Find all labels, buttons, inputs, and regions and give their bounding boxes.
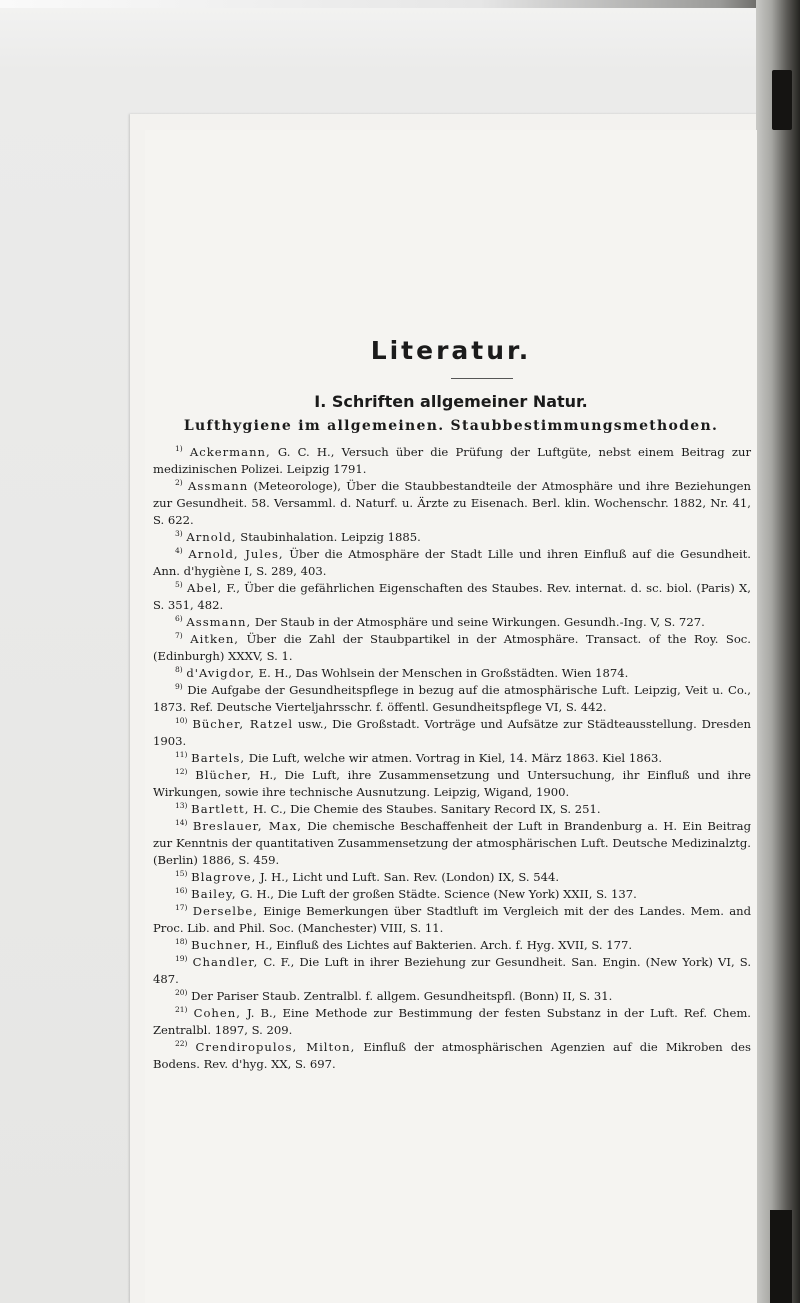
- entry-number: 1): [175, 444, 183, 453]
- page-title: Literatur.: [370, 336, 532, 365]
- entry-text: Über die Atmosphäre der Stadt Lille und ihren Einfluß auf die Gesundheit. Ann. d'hygiène I, S. 289, 403.: [153, 547, 751, 578]
- entry-number: 6): [175, 614, 183, 623]
- scan-top-edge: [0, 0, 800, 8]
- entry-text: C. F., Die Luft in ihrer Beziehung zur Gesundheit. San. Engin. (New York) VI, S. 487.: [153, 955, 752, 986]
- entry-author: Crendiropulos, Milton,: [195, 1040, 356, 1054]
- entry-author: Bücher, Ratzel: [192, 717, 294, 731]
- bibliography-entry: [153, 903, 751, 937]
- entry-text: Die Luft, welche wir atmen. Vortrag in Kiel, 14. März 1863. Kiel 1863.: [245, 751, 663, 765]
- document-page: [145, 130, 757, 1303]
- book-spine-edge: [756, 0, 800, 1303]
- entry-text: F., Über die gefährlichen Eigenschaften des Staubes. Rev. internat. d. sc. biol. (Paris) X, S. 351, 482.: [153, 581, 751, 612]
- bibliography-entry: [153, 614, 751, 631]
- entry-number: 11): [175, 750, 188, 759]
- entry-number: 20): [175, 988, 188, 997]
- entry-author: Derselbe,: [192, 904, 258, 918]
- entry-text: Einige Bemerkungen über Stadtluft im Vergleich mit der des Landes. Mem. and Proc. Lib. and Phil. Soc. (Manchester) VIII, S. 11.: [153, 904, 752, 935]
- entry-author: Assmann: [188, 479, 249, 493]
- entry-number: 15): [175, 869, 188, 878]
- subsection-heading: Lufthygiene im allgemeinen. Staubbestimmungsmethoden.: [183, 418, 719, 434]
- entry-author: Arnold,: [186, 530, 237, 544]
- bibliography-entry: [153, 631, 751, 665]
- spine-dark-notch: [772, 70, 792, 130]
- bibliography-entry: [153, 1039, 751, 1073]
- bibliography-entry: [153, 682, 751, 716]
- spine-dark-notch-bottom: [770, 1210, 792, 1303]
- bibliography-entry: [153, 869, 751, 886]
- entry-author: Bailey,: [191, 887, 237, 901]
- entry-text: E. H., Das Wohlsein der Menschen in Großstädten. Wien 1874.: [254, 666, 629, 680]
- entry-number: 8): [175, 665, 183, 674]
- bibliography-entry: [153, 818, 751, 869]
- entry-author: Abel,: [186, 581, 223, 595]
- entry-text: Die Aufgabe der Gesundheitspflege in bezug auf die atmosphärische Luft. Leipzig, Veit u. Co., 1873. Ref. Deutsche Vierteljahrsschr. f. öffentl. Gesundheitspflege VI, S. 442.: [153, 683, 751, 714]
- entry-number: 10): [175, 716, 188, 725]
- entry-text: Der Staub in der Atmosphäre und seine Wirkungen. Gesundh.-Ing. V, S. 727.: [251, 615, 705, 629]
- entry-number: 2): [175, 478, 183, 487]
- entry-text: J. B., Eine Methode zur Bestimmung der festen Substanz in der Luft. Ref. Chem. Zentralbl. 1897, S. 209.: [153, 1006, 751, 1037]
- entry-text: G. H., Die Luft der großen Städte. Science (New York) XXII, S. 137.: [236, 887, 637, 901]
- section-heading: I. Schriften allgemeiner Natur.: [314, 392, 588, 411]
- entry-author: Assmann,: [186, 615, 252, 629]
- bibliography-entry: [153, 529, 751, 546]
- entry-number: 12): [175, 767, 188, 776]
- entry-author: Bartels,: [191, 751, 246, 765]
- bibliography-list: [153, 444, 751, 1073]
- entry-author: Ackermann,: [189, 445, 271, 459]
- entry-text: H., Einfluß des Lichtes auf Bakterien. Arch. f. Hyg. XVII, S. 177.: [251, 938, 633, 952]
- bibliography-entry: [153, 801, 751, 818]
- entry-author: Arnold, Jules,: [188, 547, 284, 561]
- entry-number: 3): [175, 529, 183, 538]
- bibliography-entry: [153, 1005, 751, 1039]
- bibliography-entry: [153, 665, 751, 682]
- bibliography-entry: [153, 954, 751, 988]
- entry-text: H. C., Die Chemie des Staubes. Sanitary Record IX, S. 251.: [249, 802, 601, 816]
- bibliography-entry: [153, 767, 751, 801]
- entry-author: Chandler,: [192, 955, 259, 969]
- entry-text: H., Die Luft, ihre Zusammensetzung und Untersuchung, ihr Einfluß und ihre Wirkungen, sowie ihre technische Ausnutzung. Leipzig, Wigand, 1900.: [153, 768, 752, 799]
- bibliography-entry: [153, 580, 751, 614]
- entry-author: Aitken,: [190, 632, 239, 646]
- entry-author: Breslauer, Max,: [192, 819, 302, 833]
- bibliography-entry: [153, 750, 751, 767]
- entry-text: Staubinhalation. Leipzig 1885.: [236, 530, 421, 544]
- entry-author: Bartlett,: [191, 802, 250, 816]
- entry-text: (Meteorologe), Über die Staubbestandteile der Atmosphäre und ihre Beziehungen zur Gesundheit. 58. Versamml. d. Naturf. u. Ärzte zu Eisenach. Berl. klin. Wochenschr. 1882, Nr. 41, S. 622.: [153, 479, 752, 527]
- entry-number: 17): [175, 903, 188, 912]
- entry-text: Über die Zahl der Staubpartikel in der Atmosphäre. Transact. of the Roy. Soc. (Edinburgh) XXXV, S. 1.: [153, 632, 751, 663]
- bibliography-entry: [153, 988, 751, 1005]
- entry-number: 21): [175, 1005, 188, 1014]
- title-divider: [451, 378, 513, 379]
- entry-number: 16): [175, 886, 188, 895]
- entry-author: Blücher,: [195, 768, 252, 782]
- bibliography-entry: [153, 886, 751, 903]
- entry-text: usw., Die Großstadt. Vorträge und Aufsätze zur Städteausstellung. Dresden 1903.: [153, 717, 751, 748]
- entry-number: 7): [175, 631, 183, 640]
- entry-text: Einfluß der atmosphärischen Agenzien auf die Mikroben des Bodens. Rev. d'hyg. XX, S. 697.: [153, 1040, 751, 1071]
- entry-number: 4): [175, 546, 183, 555]
- entry-number: 9): [175, 682, 183, 691]
- entry-number: 22): [175, 1039, 188, 1048]
- entry-author: d'Avigdor,: [186, 666, 255, 680]
- entry-text: J. H., Licht und Luft. San. Rev. (London) IX, S. 544.: [256, 870, 560, 884]
- bibliography-entry: [153, 937, 751, 954]
- entry-author: Buchner,: [191, 938, 252, 952]
- bibliography-entry: [153, 478, 751, 529]
- entry-number: 14): [175, 818, 188, 827]
- bibliography-entry: [153, 444, 751, 478]
- bibliography-entry: [153, 546, 751, 580]
- entry-number: 19): [175, 954, 188, 963]
- entry-number: 13): [175, 801, 188, 810]
- bibliography-entry: [153, 716, 751, 750]
- entry-text: Der Pariser Staub. Zentralbl. f. allgem. Gesundheitspfl. (Bonn) II, S. 31.: [191, 989, 613, 1003]
- entry-number: 18): [175, 937, 188, 946]
- entry-number: 5): [175, 580, 183, 589]
- entry-text: Die chemische Beschaffenheit der Luft in Brandenburg a. H. Ein Beitrag zur Kenntnis der quantitativen Zusammensetzung der atmosphärischen Luft. Deutsche Medizinalztg. (Berlin) 1886, S. 459.: [153, 819, 752, 867]
- entry-author: Blagrove,: [191, 870, 257, 884]
- entry-text: G. C. H., Versuch über die Prüfung der Luftgüte, nebst einem Beitrag zur medizinischen Polizei. Leipzig 1791.: [153, 445, 752, 476]
- entry-author: Cohen,: [193, 1006, 241, 1020]
